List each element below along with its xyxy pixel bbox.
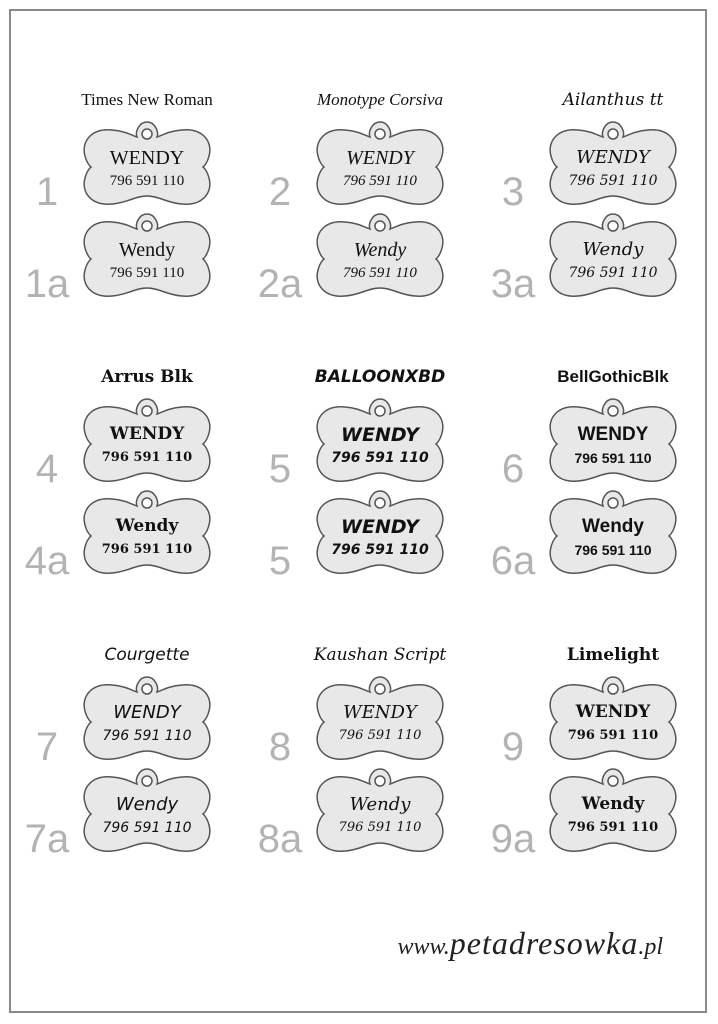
tag-hole	[142, 221, 152, 231]
bone-tag	[543, 120, 683, 215]
sample-number-variant: 7a	[24, 817, 70, 861]
bone-tag	[77, 212, 217, 307]
tag-name-text: WENDY	[341, 424, 419, 446]
sample-number-variant: 5	[268, 539, 292, 583]
tag-name-text: WENDY	[343, 702, 417, 723]
sample-number: 4	[35, 447, 59, 491]
tag-phone-text: 796 591 110	[343, 173, 417, 189]
font-name-heading: Kaushan Script	[313, 645, 447, 665]
tag-hole	[142, 684, 152, 694]
tag-phone-text: 796 591 110	[102, 728, 192, 744]
sample-number: 8	[268, 725, 292, 769]
bone-tag	[310, 767, 450, 862]
tag-name-text: Wendy	[349, 794, 411, 815]
tag-phone-text: 796 591 110	[574, 450, 652, 466]
bone-tag	[310, 489, 450, 584]
url-main: petadresowka	[449, 925, 639, 961]
tag-hole	[608, 221, 618, 231]
font-name-heading: BellGothicBlk	[557, 367, 669, 386]
sample-number-variant: 3a	[490, 262, 536, 306]
font-name-heading: Arrus Blk	[101, 367, 193, 387]
tag-name-text: Wendy	[582, 239, 644, 260]
url-suffix: .pl	[638, 934, 663, 960]
tag-phone-text: 796 591 110	[331, 450, 429, 466]
bone-tag	[77, 397, 217, 492]
sample-number: 1	[35, 170, 59, 214]
font-name-heading: Ailanthus tt	[562, 90, 664, 110]
tag-phone-text: 796 591 110	[574, 542, 652, 558]
bone-tag	[77, 767, 217, 862]
sample-number-variant: 1a	[24, 262, 70, 306]
sample-number: 7	[35, 725, 59, 769]
tag-phone-text: 796 591 110	[568, 173, 658, 189]
font-name-heading: Monotype Corsiva	[316, 90, 444, 109]
tag-name-text: WENDY	[113, 702, 181, 723]
tag-name-text: Wendy	[115, 794, 179, 815]
url-prefix: www.	[397, 934, 450, 960]
bone-tag	[543, 397, 683, 492]
sample-number: 9	[501, 725, 525, 769]
tag-name-text: WENDY	[575, 702, 651, 722]
tag-name-text: WENDY	[109, 424, 185, 444]
tag-hole	[608, 776, 618, 786]
bone-shape	[77, 489, 217, 584]
bone-tag	[77, 120, 217, 215]
tag-hole	[375, 776, 385, 786]
tag-name-text: Wendy	[353, 239, 407, 261]
tag-hole	[142, 129, 152, 139]
tag-phone-text: 796 591 110	[338, 728, 422, 743]
tag-phone-text: 796 591 110	[343, 265, 417, 281]
tag-hole	[608, 406, 618, 416]
bone-tag	[543, 767, 683, 862]
bone-tag	[543, 675, 683, 770]
tag-phone-text: 796 591 110	[338, 820, 422, 835]
tag-hole	[375, 406, 385, 416]
tag-name-text: WENDY	[109, 147, 185, 169]
bone-shape	[543, 767, 683, 862]
tag-hole	[142, 406, 152, 416]
tag-hole	[142, 498, 152, 508]
bone-tag	[310, 120, 450, 215]
tag-hole	[375, 684, 385, 694]
tag-name-text: Wendy	[118, 239, 176, 261]
font-name-heading: Courgette	[104, 645, 190, 665]
tag-phone-text: 796 591 110	[567, 728, 659, 743]
tag-name-text: Wendy	[582, 516, 644, 537]
tag-hole	[608, 684, 618, 694]
tag-hole	[375, 129, 385, 139]
bone-tag	[77, 489, 217, 584]
sample-number-variant: 8a	[257, 817, 303, 861]
bone-tag	[543, 489, 683, 584]
font-name-heading: BALLOONXBD	[314, 367, 446, 387]
website-url[interactable]	[398, 925, 663, 962]
sample-number-variant: 4a	[24, 539, 70, 583]
tag-phone-text: 796 591 110	[101, 450, 193, 465]
tag-name-text: Wendy	[581, 794, 645, 814]
tag-name-text: WENDY	[341, 516, 419, 538]
tag-name-text: WENDY	[346, 147, 414, 169]
tag-phone-text: 796 591 110	[109, 265, 185, 281]
tag-name-text: Wendy	[115, 516, 179, 536]
tag-hole	[375, 221, 385, 231]
sample-number-variant: 9a	[490, 817, 536, 861]
sample-number: 2	[268, 170, 292, 214]
sample-number-variant: 6a	[490, 539, 536, 583]
tag-name-text: WENDY	[577, 424, 649, 445]
tag-phone-text: 796 591 110	[109, 173, 185, 189]
sample-number: 3	[501, 170, 525, 214]
tag-hole	[608, 129, 618, 139]
bone-shape	[543, 675, 683, 770]
bone-tag	[310, 212, 450, 307]
font-name-heading: Limelight	[566, 645, 660, 665]
tag-phone-text: 796 591 110	[102, 820, 192, 836]
sample-number-variant: 2a	[257, 262, 303, 306]
bone-tag	[543, 212, 683, 307]
bone-tag	[310, 675, 450, 770]
tag-phone-text: 796 591 110	[568, 265, 658, 281]
tag-name-text: WENDY	[576, 147, 650, 168]
tag-phone-text: 796 591 110	[331, 542, 429, 558]
bone-tag	[310, 397, 450, 492]
tag-phone-text: 796 591 110	[101, 542, 193, 557]
bone-tag	[77, 675, 217, 770]
tag-phone-text: 796 591 110	[567, 820, 659, 835]
sample-number: 6	[501, 447, 525, 491]
sample-number: 5	[268, 447, 292, 491]
tag-hole	[608, 498, 618, 508]
font-name-heading: Times New Roman	[81, 90, 213, 109]
tag-hole	[142, 776, 152, 786]
tag-hole	[375, 498, 385, 508]
bone-shape	[77, 397, 217, 492]
